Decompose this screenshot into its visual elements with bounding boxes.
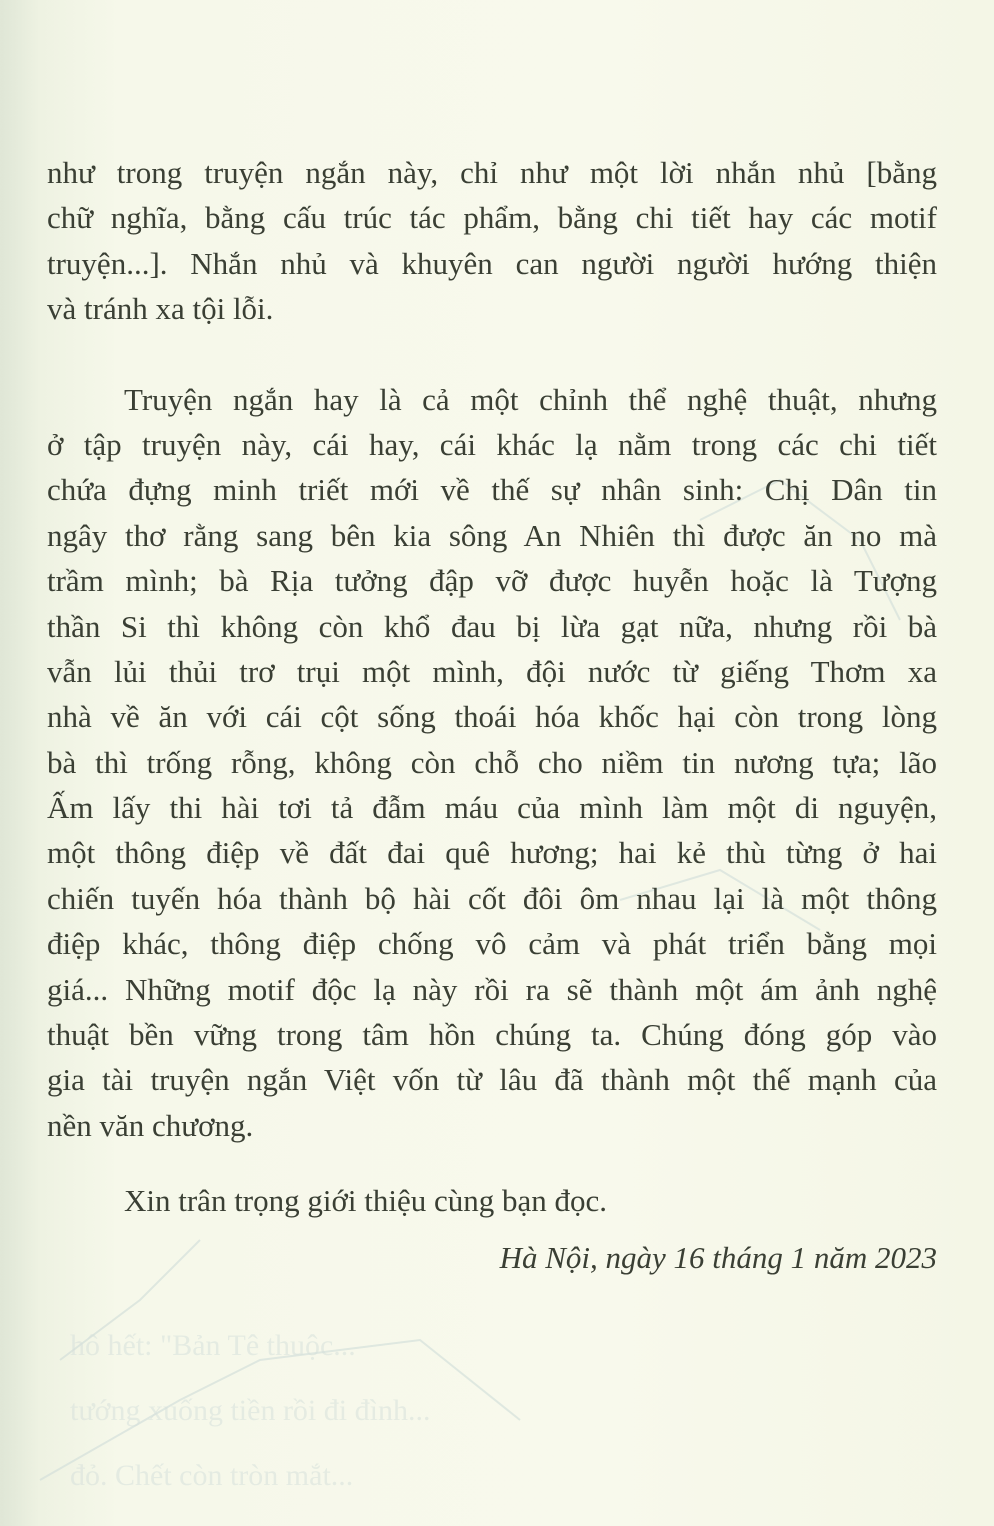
svg-text:đỏ. Chết còn tròn mắt...: đỏ. Chết còn tròn mắt... bbox=[70, 1459, 354, 1492]
closing-line: Xin trân trọng giới thiệu cùng bạn đọc. bbox=[124, 1183, 608, 1219]
text-line: và tránh xa tội lỗi. bbox=[47, 291, 274, 327]
text-line: ngây thơ rằng sang bên kia sông An Nhiên thì được ăn no mà bbox=[47, 517, 937, 553]
text-line: truyện...]. Nhắn nhủ và khuyên can người người hướng thiện bbox=[47, 245, 937, 281]
text-line: nhà về ăn với cái cột sống thoái hóa khốc hại còn trong lòng bbox=[47, 699, 937, 735]
text-line: gia tài truyện ngắn Việt vốn từ lâu đã thành một thế mạnh của bbox=[47, 1062, 937, 1098]
text-line: bà thì trống rỗng, không còn chỗ cho niềm tin nương tựa; lão bbox=[47, 744, 937, 780]
svg-text:tướng xuống tiền rồi đi đình..: tướng xuống tiền rồi đi đình... bbox=[70, 1394, 431, 1427]
text-line: giá... Những motif độc lạ này rồi ra sẽ thành một ám ảnh nghệ bbox=[47, 971, 937, 1007]
paragraph-2 bbox=[47, 377, 947, 1149]
paragraph-1 bbox=[47, 150, 947, 332]
text-line: như trong truyện ngắn này, chỉ như một lời nhắn nhủ [bằng bbox=[47, 155, 937, 190]
date-signature: Hà Nội, ngày 16 tháng 1 năm 2023 bbox=[499, 1240, 937, 1276]
text-line: Truyện ngắn hay là cả một chỉnh thể nghệ thuật, nhưng bbox=[124, 381, 937, 417]
text-line: trầm mình; bà Rịa tưởng đập vỡ được huyễn hoặc là Tượng bbox=[47, 563, 937, 599]
text-line: chữ nghĩa, bằng cấu trúc tác phẩm, bằng chi tiết hay các motif bbox=[47, 200, 937, 236]
svg-text:hô hết: "Bản Tê thuộc...: hô hết: "Bản Tê thuộc... bbox=[70, 1329, 356, 1362]
text-line: vẫn lủi thủi trơ trụi một mình, đội nước từ giếng Thơm xa bbox=[47, 653, 937, 689]
text-line: nền văn chương. bbox=[47, 1107, 254, 1143]
book-page bbox=[47, 150, 947, 1280]
text-line: thuật bền vững trong tâm hồn chúng ta. Chúng đóng góp vào bbox=[47, 1017, 937, 1053]
text-line: thần Si thì không còn khổ đau bị lừa gạt nữa, nhưng rồi bà bbox=[47, 608, 937, 644]
text-line: một thông điệp về đất đai quê hương; hai kẻ thù từng ở hai bbox=[47, 835, 937, 871]
text-line: Ấm lấy thi hài tơi tả đẫm máu của mình làm một di nguyện, bbox=[47, 790, 937, 826]
text-line: chứa đựng minh triết mới về thế sự nhân sinh: Chị Dân tin bbox=[47, 472, 937, 508]
text-line: ở tập truyện này, cái hay, cái khác lạ nằm trong các chi tiết bbox=[47, 426, 937, 462]
text-line: điệp khác, thông điệp chống vô cảm và phát triển bằng mọi bbox=[47, 926, 937, 962]
text-line: chiến tuyến hóa thành bộ hài cốt đôi ôm nhau lại là một thông bbox=[47, 880, 937, 916]
